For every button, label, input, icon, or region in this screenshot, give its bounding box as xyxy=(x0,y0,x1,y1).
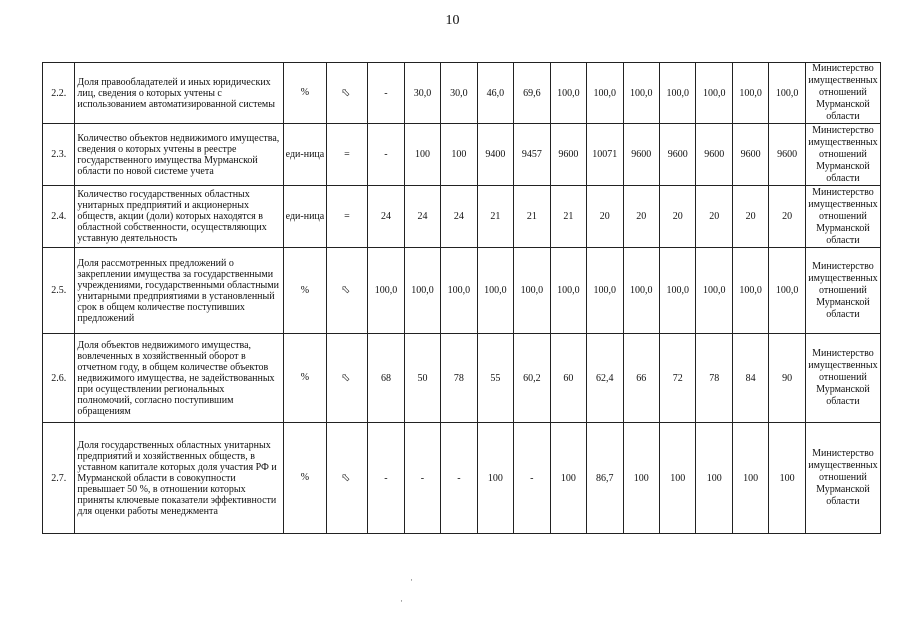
year-value: 9600 xyxy=(659,124,695,186)
increase-arrow-icon: ⇧ xyxy=(339,85,355,101)
unit-of-measure: еди-ница xyxy=(284,124,327,186)
year-value: 55 xyxy=(477,334,513,423)
year-value: 100,0 xyxy=(696,248,732,334)
year-value: 100,0 xyxy=(659,248,695,334)
year-value: 21 xyxy=(550,186,586,248)
year-value: 100,0 xyxy=(623,248,659,334)
year-value: 86,7 xyxy=(587,423,623,534)
page-number: 10 xyxy=(445,13,460,28)
year-value: 90 xyxy=(769,334,805,423)
year-value: - xyxy=(368,423,404,534)
increase-arrow-icon: ⇧ xyxy=(339,282,355,298)
year-value: 20 xyxy=(659,186,695,248)
table-row xyxy=(43,186,881,248)
year-value: 9600 xyxy=(550,124,586,186)
year-value: 50 xyxy=(404,334,440,423)
year-value: 69,6 xyxy=(514,63,550,124)
year-value: 100,0 xyxy=(732,63,768,124)
year-value: - xyxy=(368,124,404,186)
year-value: 60,2 xyxy=(514,334,550,423)
year-value: 84 xyxy=(732,334,768,423)
responsible-body: Министерство имущественных отношений Мурманской области xyxy=(805,423,880,534)
unit-of-measure: % xyxy=(284,423,327,534)
year-value: 20 xyxy=(623,186,659,248)
year-value: 60 xyxy=(550,334,586,423)
indicator-name: Доля объектов недвижимого имущества, вовлеченных в хозяйственный оборот в отчетном году, в общем количестве объектов недвижимого имущества, не задействованных при осуществлении региональных полномочий, согласно поступившим обращениям xyxy=(75,334,284,423)
trend-direction xyxy=(326,63,368,124)
year-value: 78 xyxy=(441,334,477,423)
year-value: 62,4 xyxy=(587,334,623,423)
year-value: 100,0 xyxy=(623,63,659,124)
year-value: 9400 xyxy=(477,124,513,186)
table-row xyxy=(43,124,881,186)
indicator-name: Доля правообладателей и иных юридических лиц, сведения о которых учтены с использованием автоматизированной системы xyxy=(75,63,284,124)
year-value: 30,0 xyxy=(441,63,477,124)
year-value: 21 xyxy=(514,186,550,248)
year-value: 100,0 xyxy=(659,63,695,124)
responsible-body: Министерство имущественных отношений Мурманской области xyxy=(805,124,880,186)
row-number: 2.7. xyxy=(43,423,75,534)
year-value: - xyxy=(404,423,440,534)
year-value: 68 xyxy=(368,334,404,423)
trend-direction xyxy=(326,248,368,334)
responsible-body: Министерство имущественных отношений Мурманской области xyxy=(805,186,880,248)
unit-of-measure: еди-ница xyxy=(284,186,327,248)
table-row xyxy=(43,334,881,423)
year-value: 100,0 xyxy=(404,248,440,334)
row-number: 2.2. xyxy=(43,63,75,124)
indicator-name: Количество государственных областных унитарных предприятий и акционерных обществ, акции (доли) которых находятся в областной собственности, осуществляющих уставную деятельность xyxy=(75,186,284,248)
year-value: 24 xyxy=(404,186,440,248)
year-value: 100 xyxy=(477,423,513,534)
unit-of-measure: % xyxy=(284,63,327,124)
row-number: 2.3. xyxy=(43,124,75,186)
row-number: 2.6. xyxy=(43,334,75,423)
year-value: 100,0 xyxy=(696,63,732,124)
trend-direction: = xyxy=(326,186,368,248)
indicators-table xyxy=(42,62,881,534)
year-value: 78 xyxy=(696,334,732,423)
year-value: 100,0 xyxy=(769,63,805,124)
year-value: 9600 xyxy=(732,124,768,186)
year-value: 72 xyxy=(659,334,695,423)
year-value: 100 xyxy=(732,423,768,534)
trend-direction: = xyxy=(326,124,368,186)
year-value: 100,0 xyxy=(550,248,586,334)
trend-direction xyxy=(326,334,368,423)
row-number: 2.4. xyxy=(43,186,75,248)
year-value: 10071 xyxy=(587,124,623,186)
year-value: 100,0 xyxy=(587,63,623,124)
indicator-name: Доля государственных областных унитарных предприятий и хозяйственных обществ, в уставном капитале которых доля участия РФ и Мурманской области в совокупности превышает 50 %, в отношении которых приняты ключевые показатели эффективности для оценки работы менеджмента xyxy=(75,423,284,534)
year-value: 100 xyxy=(696,423,732,534)
year-value: 100 xyxy=(404,124,440,186)
year-value: 100,0 xyxy=(514,248,550,334)
year-value: - xyxy=(368,63,404,124)
scan-speck: · xyxy=(400,596,403,606)
year-value: 100 xyxy=(441,124,477,186)
year-value: 100 xyxy=(769,423,805,534)
responsible-body: Министерство имущественных отношений Мурманской области xyxy=(805,334,880,423)
indicator-name: Доля рассмотренных предложений о закреплении имущества за государственными учреждениями, государственными областными унитарными предприятиями в установленный срок в общем количестве поступивших предложений xyxy=(75,248,284,334)
year-value: 100 xyxy=(550,423,586,534)
year-value: 100,0 xyxy=(550,63,586,124)
unit-of-measure: % xyxy=(284,334,327,423)
year-value: 100 xyxy=(659,423,695,534)
row-number: 2.5. xyxy=(43,248,75,334)
year-value: 24 xyxy=(441,186,477,248)
responsible-body: Министерство имущественных отношений Мурманской области xyxy=(805,63,880,124)
year-value: 100,0 xyxy=(769,248,805,334)
year-value: 100,0 xyxy=(368,248,404,334)
increase-arrow-icon: ⇧ xyxy=(339,370,355,386)
table-row xyxy=(43,423,881,534)
year-value: 20 xyxy=(769,186,805,248)
year-value: 20 xyxy=(696,186,732,248)
table-row xyxy=(43,248,881,334)
year-value: 9457 xyxy=(514,124,550,186)
year-value: 30,0 xyxy=(404,63,440,124)
year-value: 100,0 xyxy=(477,248,513,334)
year-value: 100 xyxy=(623,423,659,534)
year-value: 100,0 xyxy=(441,248,477,334)
year-value: - xyxy=(514,423,550,534)
year-value: 24 xyxy=(368,186,404,248)
table-row xyxy=(43,63,881,124)
year-value: 100,0 xyxy=(732,248,768,334)
year-value: 66 xyxy=(623,334,659,423)
year-value: 46,0 xyxy=(477,63,513,124)
scan-speck: · xyxy=(410,575,413,585)
year-value: 9600 xyxy=(769,124,805,186)
increase-arrow-icon: ⇧ xyxy=(339,470,355,486)
unit-of-measure: % xyxy=(284,248,327,334)
year-value: 21 xyxy=(477,186,513,248)
responsible-body: Министерство имущественных отношений Мурманской области xyxy=(805,248,880,334)
indicator-name: Количество объектов недвижимого имущества, сведения о которых учтены в реестре государственного имущества Мурманской области по новой системе учета xyxy=(75,124,284,186)
year-value: 100,0 xyxy=(587,248,623,334)
trend-direction xyxy=(326,423,368,534)
year-value: 20 xyxy=(732,186,768,248)
year-value: 9600 xyxy=(696,124,732,186)
year-value: 9600 xyxy=(623,124,659,186)
year-value: - xyxy=(441,423,477,534)
year-value: 20 xyxy=(587,186,623,248)
